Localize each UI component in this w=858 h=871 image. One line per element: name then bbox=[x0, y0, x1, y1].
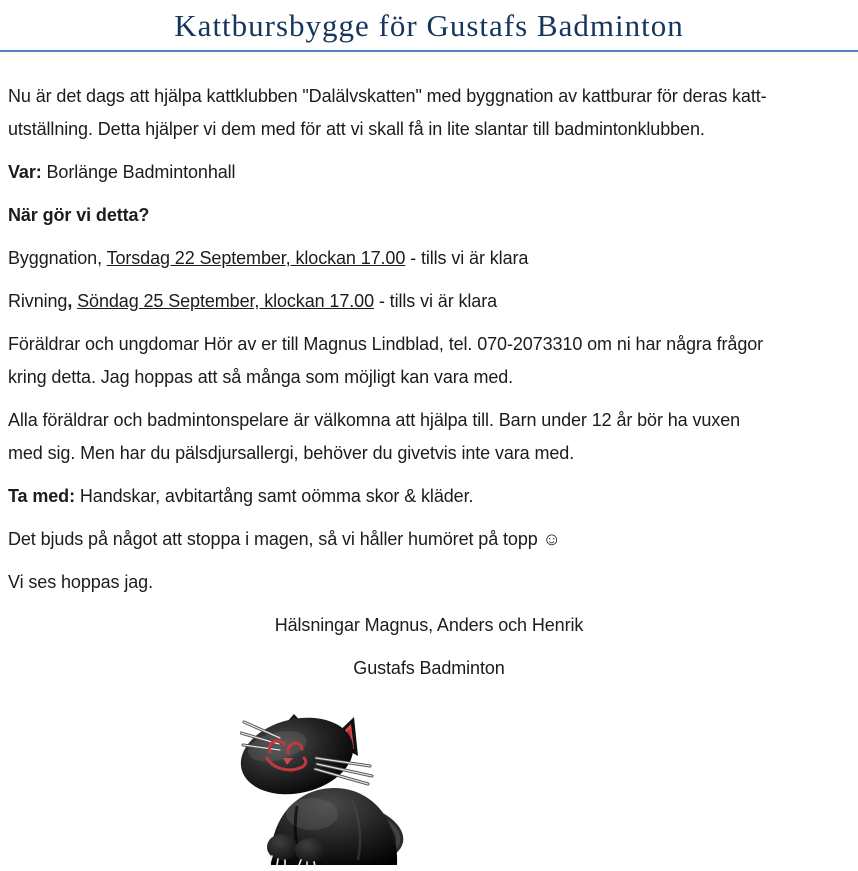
black-cat-illustration bbox=[240, 714, 404, 866]
welcome-line-1: Alla föräldrar och badmintonspelare är välkomna att hjälpa till. Barn under 12 år bör ha vuxen bbox=[8, 410, 741, 430]
document-page bbox=[0, 8, 858, 869]
build-date: Torsdag 22 September, klockan 17.00 bbox=[106, 248, 406, 268]
where-label: Var: bbox=[8, 162, 42, 182]
closing-line: Vi ses hoppas jag. bbox=[8, 572, 153, 592]
build-prefix: Byggnation, bbox=[8, 248, 107, 268]
contact-line-1: Föräldrar och ungdomar Hör av er till Magnus Lindblad, tel. 070-2073310 om ni har några frågor bbox=[8, 334, 764, 354]
where-value: Borlänge Badmintonhall bbox=[41, 162, 236, 182]
bring-line bbox=[8, 480, 850, 513]
bring-value: Handskar, avbitartång samt oömma skor & kläder. bbox=[74, 486, 474, 506]
welcome-paragraph bbox=[8, 404, 850, 470]
club-name: Gustafs Badminton bbox=[353, 658, 505, 678]
greetings-line: Hälsningar Magnus, Anders och Henrik bbox=[274, 615, 584, 635]
contact-line-2: kring detta. Jag hoppas att så många som möjligt kan vara med. bbox=[8, 367, 514, 387]
intro-line-2: utställning. Detta hjälper vi dem med för att vi skall få in lite slantar till badmintonklubben. bbox=[8, 119, 705, 139]
teardown-prefix: Rivning bbox=[8, 291, 68, 311]
food-line: Det bjuds på något att stoppa i magen, så vi håller humöret på topp ☺ bbox=[8, 529, 561, 549]
teardown-suffix: - tills vi är klara bbox=[373, 291, 498, 311]
page-title: Kattbursbygge för Gustafs Badminton bbox=[0, 8, 858, 52]
teardown-comma: , bbox=[67, 291, 78, 311]
teardown-schedule-line bbox=[8, 285, 850, 318]
build-suffix: - tills vi är klara bbox=[405, 248, 529, 268]
where-line bbox=[8, 156, 850, 189]
welcome-line-2: med sig. Men har du pälsdjursallergi, behöver du givetvis inte vara med. bbox=[8, 443, 575, 463]
contact-paragraph bbox=[8, 328, 850, 394]
cat-image bbox=[240, 714, 404, 866]
teardown-date: Söndag 25 September, klockan 17.00 bbox=[77, 291, 374, 311]
when-heading: När gör vi detta? bbox=[8, 205, 150, 225]
intro-line-1: Nu är det dags att hjälpa kattklubben "Dalälvskatten" med byggnation av kattburar för deras katt- bbox=[8, 86, 767, 106]
document-body bbox=[0, 52, 858, 685]
build-schedule-line bbox=[8, 242, 850, 275]
bring-label: Ta med: bbox=[8, 486, 75, 506]
intro-paragraph bbox=[8, 80, 850, 146]
